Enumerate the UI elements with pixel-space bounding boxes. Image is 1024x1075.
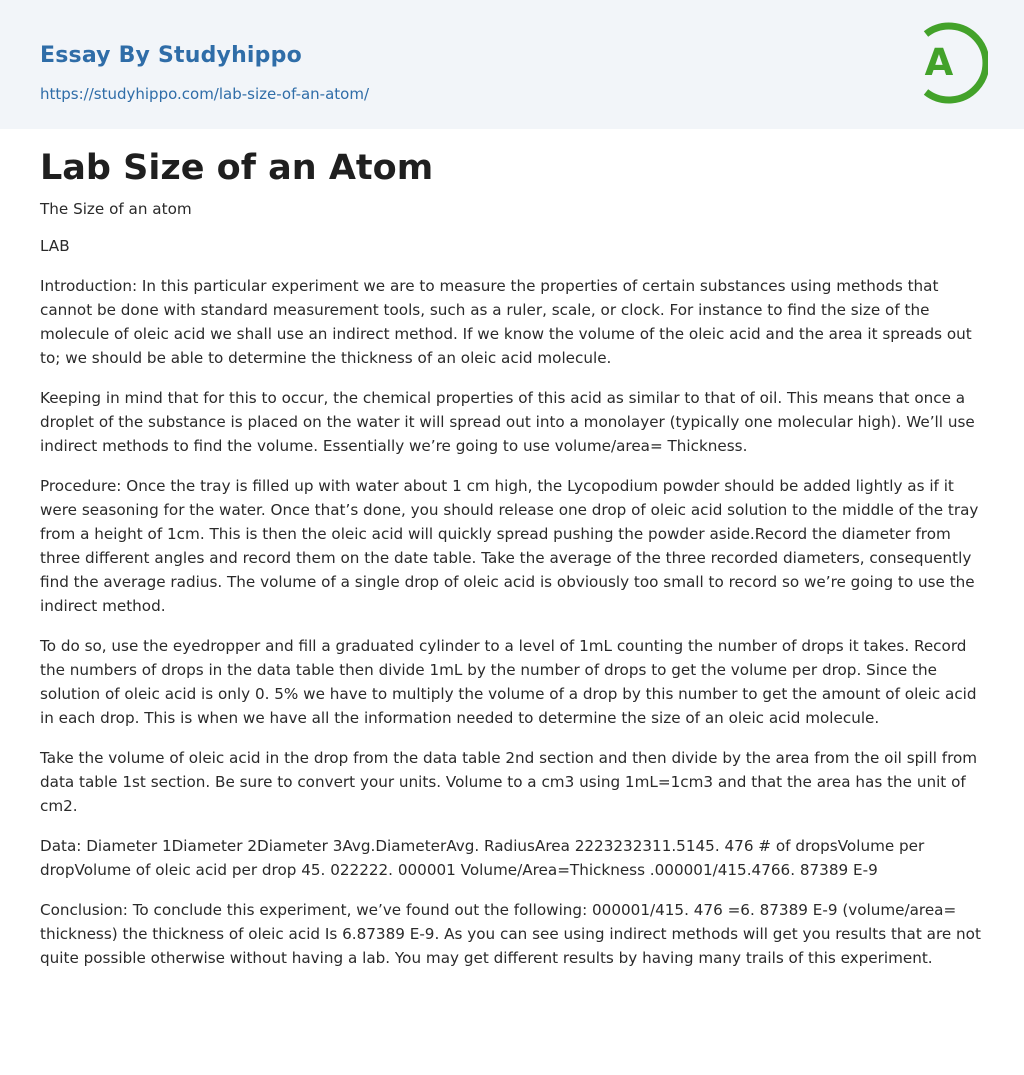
essay-url-link[interactable]: https://studyhippo.com/lab-size-of-an-atom/	[40, 85, 370, 103]
paragraph-keeping-in-mind: Keeping in mind that for this to occur, the chemical properties of this acid as similar to that of oil. This means that once a droplet of the substance is placed on the water it will spread out into a monolayer (typically one molecular high). We’ll use indirect methods to find the volume. Essentially we’re going to use volume/area= Thickness.	[40, 389, 975, 455]
paragraph-conclusion: Conclusion: To conclude this experiment, we’ve found out the following: 000001/415. 476 =6. 87389 E-9 (volume/area= thickness) the thickness of oleic acid Is 6.87389 E-9. As you can see using indirect methods will get you results that are not quite possible otherwise without having a lab. You may get different results by having many trails of this experiment.	[40, 901, 981, 967]
studyhippo-logo-icon[interactable]	[910, 18, 988, 108]
paragraph-introduction: Introduction: In this particular experiment we are to measure the properties of certain substances using methods that cannot be done with standard measurement tools, such as a ruler, scale, or clock. For instance to find the size of the molecule of oleic acid we shall use an indirect method. If we know the volume of the oleic acid and the area it spreads out to; we should be able to determine the thickness of an oleic acid molecule.	[40, 277, 972, 367]
site-header	[0, 0, 1024, 129]
paragraph-eyedropper: To do so, use the eyedropper and fill a graduated cylinder to a level of 1mL counting the number of drops it takes. Record the numbers of drops in the data table then divide 1mL by the number of drops to get the volume per drop. Since the solution of oleic acid is only 0. 5% we have to multiply the volume of a drop by this number to get the amount of oleic acid in each drop. This is when we have all the information needed to determine the size of an oleic acid molecule.	[40, 637, 977, 727]
page-title: Lab Size of an Atom	[40, 148, 434, 188]
paragraph-data: Data: Diameter 1Diameter 2Diameter 3Avg.DiameterAvg. RadiusArea 2223232311.5145. 476 # of dropsVolume per dropVolume of oleic acid per drop 45. 022222. 000001 Volume/Area=Thickness .000001/415.4766. 87389 E-9	[40, 837, 925, 879]
paragraph-procedure: Procedure: Once the tray is filled up with water about 1 cm high, the Lycopodium powder should be added lightly as if it were seasoning for the water. Once that’s done, you should release one drop of oleic acid solution to the middle of the tray from a height of 1cm. This is then the oleic acid will quickly spread pushing the powder aside.Record the diameter from three different angles and record them on the date table. Take the average of the three recorded diameters, consequently find the average radius. The volume of a single drop of oleic acid is obviously too small to record so we’re going to use the indirect method.	[40, 477, 979, 615]
logo-letter: A	[924, 41, 954, 84]
article-subtitle: The Size of an atom	[40, 200, 192, 218]
paragraph-volume-area: Take the volume of oleic acid in the drop from the data table 2nd section and then divide by the area from the oil spill from data table 1st section. Be sure to convert your units. Volume to a cm3 using 1mL=1cm3 and that the area has the unit of cm2.	[40, 749, 978, 815]
brand-title[interactable]: Essay By Studyhippo	[40, 43, 302, 68]
article-body	[40, 197, 986, 986]
article-label: LAB	[40, 237, 70, 255]
